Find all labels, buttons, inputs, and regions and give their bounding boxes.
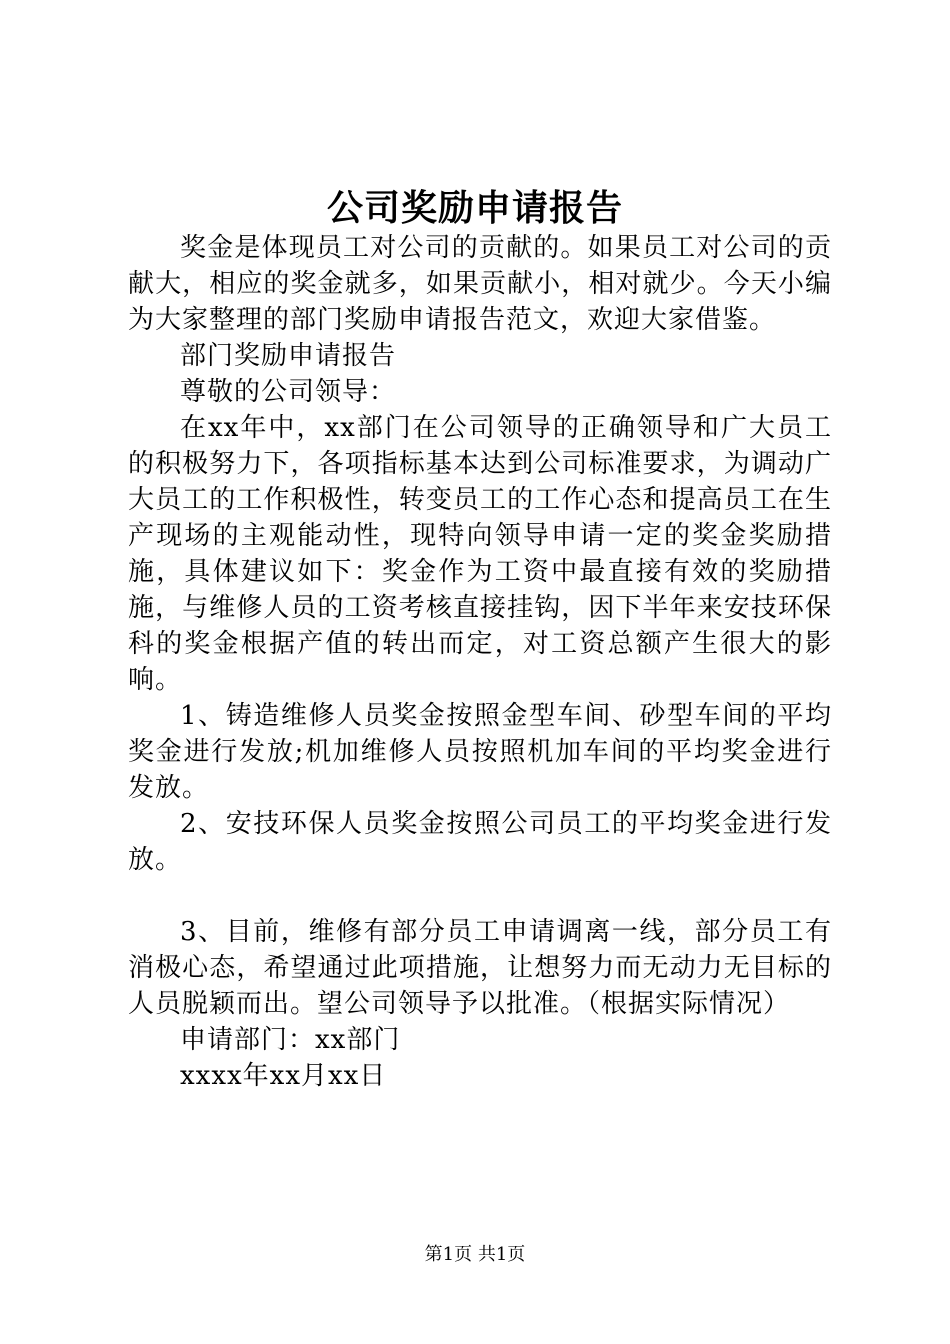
date-line: xxxx年xx月xx日	[180, 1061, 387, 1091]
item-3-paragraph: 3、目前，维修有部分员工申请调离一线，部分员工有消极心态，希望通过此项措施，让想努力而无动力无目标的人员脱颖而出。望公司领导予以批准。（根据实际情况）	[128, 917, 832, 1019]
item-2-paragraph: 2、安技环保人员奖金按照公司员工的平均奖金进行发放。	[128, 809, 832, 875]
subtitle-paragraph: 部门奖励申请报告	[180, 341, 397, 371]
main-body-paragraph: 在xx年中，xx部门在公司领导的正确领导和广大员工的积极努力下，各项指标基本达到公司标准要求，为调动广大员工的工作积极性，转变员工的工作心态和提高员工在生产现场的主观能动性，现特向领导申请一定的奖金奖励措施，具体建议如下：奖金作为工资中最直接有效的奖励措施，与维修人员的工资考核直接挂钩，因下半年来安技环保科的奖金根据产值的转出而定，对工资总额产生很大的影响。	[128, 413, 832, 695]
applicant-line: 申请部门：xx部门	[180, 1025, 401, 1055]
blank-line	[128, 878, 832, 914]
item-1-paragraph: 1、铸造维修人员奖金按照金型车间、砂型车间的平均奖金进行发放;机加维修人员按照机加车间的平均奖金进行发放。	[128, 701, 832, 803]
page-footer: 第1页 共1页	[424, 1244, 526, 1265]
document-body	[128, 230, 832, 1094]
salutation-paragraph: 尊敬的公司领导：	[180, 377, 397, 407]
intro-paragraph: 奖金是体现员工对公司的贡献的。如果员工对公司的贡献大，相应的奖金就多，如果贡献小，相对就少。今天小编为大家整理的部门奖励申请报告范文，欢迎大家借鉴。	[128, 233, 832, 335]
document-title: 公司奖励申请报告	[326, 187, 623, 229]
